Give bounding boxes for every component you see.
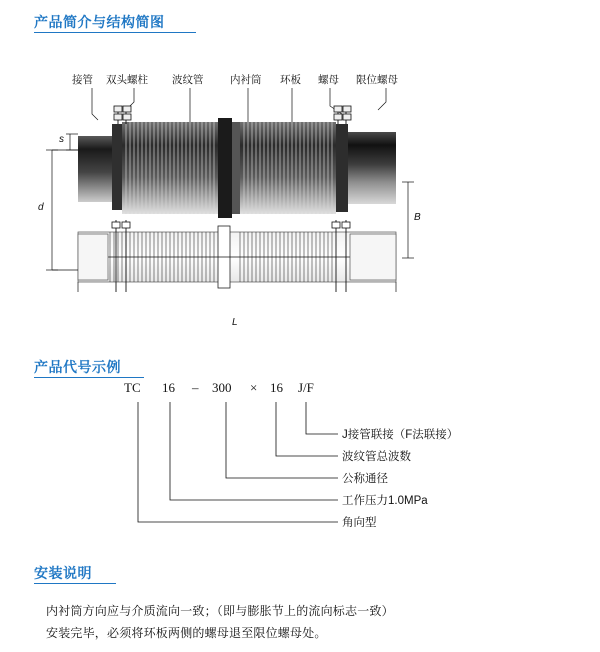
code-token-5: 16 — [270, 380, 283, 395]
part-label-0: 接管 — [72, 74, 93, 86]
dimension-label-B: B — [414, 212, 421, 223]
part-label-5: 螺母 — [318, 74, 339, 86]
structure-diagram — [30, 62, 480, 328]
product-code-diagram — [110, 382, 530, 542]
part-label-6: 限位螺母 — [356, 74, 398, 86]
code-desc-3: 工作压力1.0MPa — [342, 495, 428, 507]
section-underline-structure — [34, 32, 196, 33]
product-code-leaders-svg — [110, 382, 530, 542]
install-note-0: 内衬筒方向应与介质流向一致；（即与膨胀节上的流向标志一致） — [46, 604, 394, 618]
section-underline-code — [34, 377, 144, 378]
part-label-1: 双头螺柱 — [106, 74, 148, 86]
code-token-4: × — [250, 380, 258, 395]
code-desc-4: 角向型 — [342, 517, 377, 529]
code-desc-0: J接管联接（F法联接） — [342, 429, 459, 441]
install-note-1: 安装完毕，必须将环板两侧的螺母退至限位螺母处。 — [46, 626, 327, 640]
part-label-4: 环板 — [280, 74, 301, 86]
section-underline-install — [34, 583, 116, 584]
dimension-label-d: d — [38, 202, 44, 213]
code-token-3: 300 — [212, 380, 232, 395]
dimension-label-s: s — [59, 134, 64, 145]
section-title-install: 安装说明 — [34, 565, 92, 581]
section-title-code: 产品代号示例 — [34, 359, 121, 375]
part-label-3: 内衬筒 — [230, 74, 262, 86]
code-desc-1: 波纹管总波数 — [342, 451, 411, 463]
code-desc-2: 公称通径 — [342, 473, 388, 485]
part-label-2: 波纹管 — [172, 74, 204, 86]
code-token-2: – — [192, 380, 199, 395]
section-title-structure: 产品简介与结构简图 — [34, 14, 165, 30]
dimension-label-L: L — [232, 317, 238, 328]
code-token-1: 16 — [162, 380, 175, 395]
code-token-6: J/F — [298, 380, 314, 395]
code-token-0: TC — [124, 380, 141, 395]
structure-diagram-svg — [30, 62, 480, 292]
